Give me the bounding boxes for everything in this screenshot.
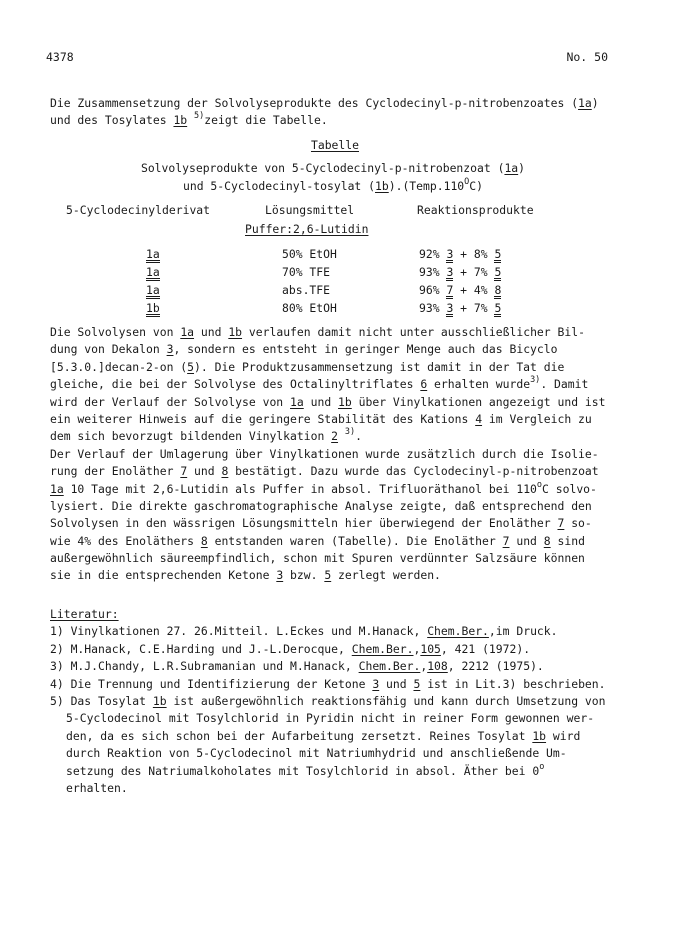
row-products: 93% 3 + 7% 5 [419,265,502,279]
body-line: Solvolysen in den wässrigen Lösungsmitteln hier überwiegend der Enoläther 7 so- [50,516,592,531]
body-line: [5.3.0.]decan-2-on (5). Die Produktzusammensetzung ist damit in der Tat die [50,359,565,374]
reference-item: 4) Die Trennung und Identifizierung der Ketone 3 und 5 ist in Lit.3) beschrieben. [50,676,606,691]
body-line: dem sich bevorzugt bildenden Vinylkation 2 $^{3)}$. [50,427,362,444]
row-derivative: 1a [146,283,160,297]
row-derivative: 1a [146,247,160,261]
column-subheader-buffer: Puffer:2,6-Lutidin [245,222,369,236]
intro-line: und des Tosylates 1b $^{5)}$zeigt die Tabelle. [50,111,328,128]
column-header-products: Reaktionsprodukte [417,203,534,217]
body-line: rung der Enoläther 7 und 8 bestätigt. Dazu wurde das Cyclodecinyl-p-nitrobenzoat [50,464,599,479]
body-line: ein weiterer Hinweis auf die geringere Stabilität des Kations 4 im Vergleich zu [50,411,592,426]
body-line: sie in die entsprechenden Ketone 3 bzw. 5 zerlegt werden. [50,568,441,583]
intro-line: Die Zusammensetzung der Solvolyseprodukte des Cyclodecinyl-p-nitrobenzoates (1a) [50,96,599,110]
reference-item: 2) M.Hanack, C.E.Harding und J.-L.Derocque, Chem.Ber.,105, 421 (1972). [50,641,531,656]
row-products: 96% 7 + 4% 8 [419,283,502,297]
body-line: Der Verlauf der Umlagerung über Vinylkationen wurde zusätzlich durch die Isolie- [50,446,599,461]
body-line: Die Solvolysen von 1a und 1b verlaufen damit nicht unter ausschließlicher Bil- [50,325,585,339]
reference-continuation: erhalten. [66,780,128,795]
body-paragraph [50,324,650,585]
intro-paragraph [50,95,636,130]
row-products: 92% 3 + 8% 5 [419,247,502,261]
body-line: außergewöhnlich säureempfindlich, schon mit Spuren verdünnter Salzsäure können [50,551,585,566]
row-solvent: abs.TFE [282,283,331,297]
table-title-line1: Solvolyseprodukte von 5-Cyclodecinyl-p-nitrobenzoat (1a) [140,161,526,175]
row-derivative: 1a [146,265,160,279]
row-solvent: 70% TFE [282,265,331,279]
reference-item: 3) M.J.Chandy, L.R.Subramanian und M.Hanack, Chem.Ber.,108, 2212 (1975). [50,659,544,674]
references-heading: Literatur: [50,607,119,621]
reference-item: 1) Vinylkationen 27. 26.Mitteil. L.Eckes und M.Hanack, Chem.Ber.,im Druck. [50,624,558,639]
table-caption [0,136,680,195]
table-label: Tabelle [310,138,359,152]
row-solvent: 50% EtOH [282,247,337,261]
reference-continuation: 5-Cyclodecinol mit Tosylchlorid in Pyridin nicht in reiner Form gewonnen wer- [66,711,595,726]
reference-continuation: durch Reaktion von 5-Cyclodecinol mit Natriumhydrid und anschließende Um- [66,746,567,761]
row-products: 93% 3 + 7% 5 [419,301,502,315]
body-line: 1a 10 Tage mit 2,6-Lutidin als Puffer in absol. Trifluoräthanol bei 110$^o$C solvo- [50,479,597,496]
body-line: gleiche, die bei der Solvolyse des Octalinyltriflates 6 erhalten wurde$^{3)}$. Damit [50,375,589,392]
row-derivative: 1b [146,301,160,315]
row-solvent: 80% EtOH [282,301,337,315]
issue-number: No. 50 [566,50,608,64]
body-line: lysiert. Die direkte gaschromatographische Analyse zeigte, daß entsprechend den [50,498,592,513]
body-line: wird der Verlauf der Solvolyse von 1a und 1b über Vinylkationen angezeigt und ist [50,394,606,409]
references-section [50,606,650,797]
table-title-line2: und 5-Cyclodecinyl-tosylat $(1b).(Temp.110^OC)$ [182,177,484,193]
column-header-derivative: 5-Cyclodecinylderivat [66,203,211,217]
page-number: 4378 [46,50,74,64]
table-label-row [0,136,680,154]
reference-item: 5) Das Tosylat 1b ist außergewöhnlich reaktionsfähig und kann durch Umsetzung von [50,693,606,708]
reference-continuation: setzung des Natriumalkoholates mit Tosylchlorid in absol. Äther bei 0$^o$ [66,761,545,778]
body-line: wie 4% des Enoläthers 8 entstanden waren (Tabelle). Die Enoläther 7 und 8 sind [50,533,585,548]
reference-continuation: den, da es sich schon bei der Aufarbeitung zersetzt. Reines Tosylat 1b wird [66,728,581,743]
column-header-solvent: Lösungsmittel [265,203,355,217]
body-line: dung von Dekalon 3, sondern es entsteht in geringer Menge auch das Bicyclo [50,342,558,357]
